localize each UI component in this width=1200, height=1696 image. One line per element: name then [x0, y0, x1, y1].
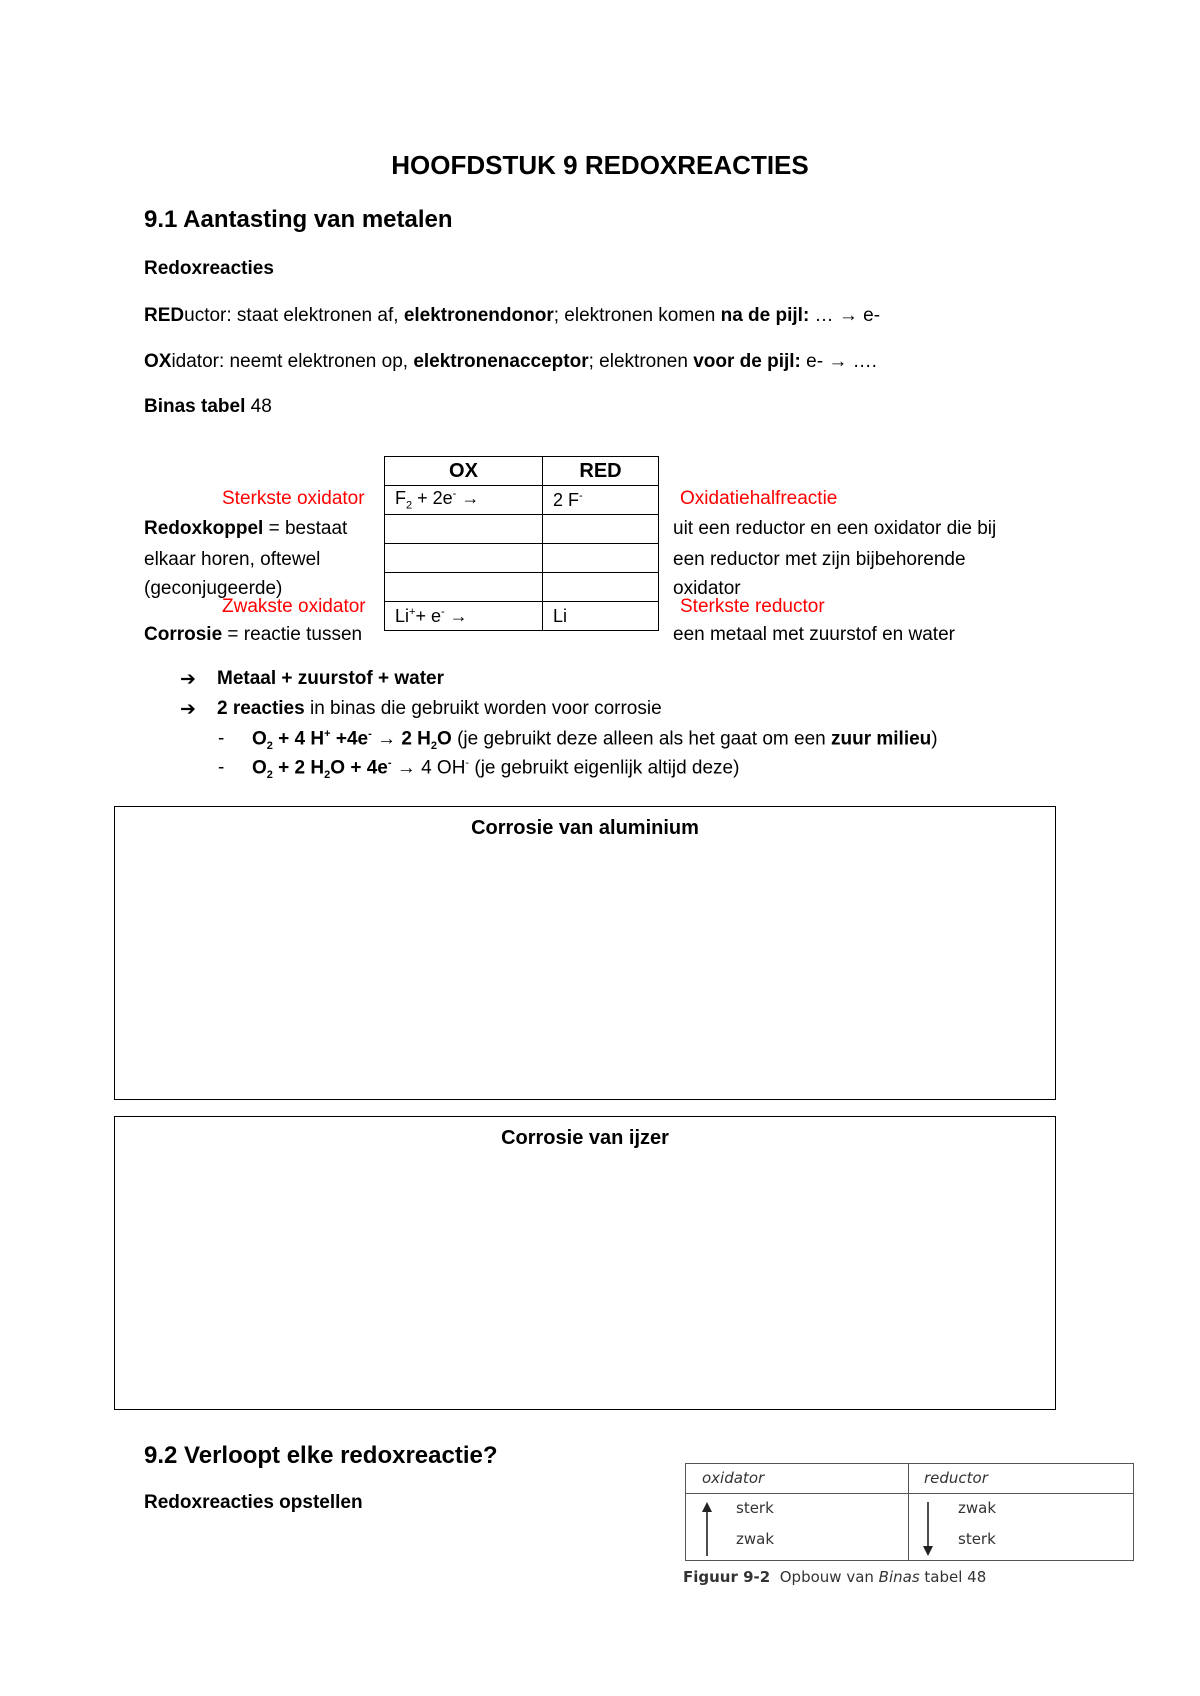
arrow-up-icon	[701, 1502, 713, 1556]
formula-part: O	[252, 728, 267, 750]
table-cell-red	[543, 544, 659, 573]
formula-part: + 4 H	[272, 728, 325, 750]
superscript: -	[440, 605, 445, 618]
caption-label: Figuur 9-2	[683, 1568, 771, 1586]
section-heading-9-2: 9.2 Verloopt elke redoxreactie?	[144, 1442, 498, 1469]
oxidator-definition	[144, 351, 877, 373]
formula-part: + 2 H	[272, 757, 325, 779]
corrosie-left	[144, 624, 362, 646]
label-sterkste-oxidator: Sterkste oxidator	[222, 488, 365, 509]
formula-part: F	[395, 488, 406, 509]
box-corrosie-aluminium	[114, 806, 1056, 1100]
bullet-bold: 2 reacties	[217, 698, 305, 719]
bullet-arrow-1	[180, 668, 196, 691]
subheading-redoxreacties-opstellen: Redoxreacties opstellen	[144, 1492, 363, 1513]
redoxkoppel-term: Redoxkoppel	[144, 518, 264, 539]
caption-text: tabel 48	[919, 1568, 987, 1586]
note-text: )	[931, 728, 938, 750]
table-cell-ox	[385, 515, 543, 544]
arrow-down-icon	[922, 1502, 934, 1556]
formula-part: 2 F	[553, 489, 580, 510]
reaction-acidic	[252, 728, 938, 752]
section-heading-9-1: 9.1 Aantasting van metalen	[144, 206, 453, 233]
formula-part: 4 OH	[415, 757, 466, 779]
figure-oxidator-top: sterk	[736, 1499, 774, 1517]
subscript: 2	[266, 740, 273, 753]
redoxkoppel-left-3: (geconjugeerde)	[144, 578, 283, 599]
formula-part: +4e	[330, 728, 369, 750]
superscript: -	[452, 488, 457, 501]
superscript: +	[409, 605, 416, 618]
arrow-icon: →	[461, 488, 480, 509]
table-cell-ox	[385, 486, 543, 515]
reductor-text: e-	[857, 305, 881, 326]
dash-1: -	[218, 728, 225, 749]
subscript: 2	[324, 769, 331, 782]
redoxkoppel-right-3: oxidator	[673, 578, 741, 599]
redoxkoppel-right-1: uit een reductor en een oxidator die bij	[673, 518, 997, 539]
table-header-red: RED	[543, 457, 659, 486]
formula-part: + 2e	[412, 488, 453, 509]
bullet-text-1: Metaal + zuurstof + water	[217, 668, 445, 689]
formula-part: 2 H	[396, 728, 431, 750]
page-title: HOOFDSTUK 9 REDOXREACTIES	[391, 150, 809, 180]
redoxkoppel-right-2: een reductor met zijn bijbehorende	[673, 549, 966, 570]
reductor-term: elektronendonor	[403, 305, 554, 326]
arrow-icon: →	[449, 605, 468, 626]
oxidator-text: ….	[847, 351, 877, 372]
corrosie-term: Corrosie	[144, 624, 223, 645]
table-cell-red	[543, 515, 659, 544]
binas-table	[384, 456, 659, 631]
figure-caption	[683, 1568, 986, 1586]
arrow-icon: →	[828, 351, 848, 372]
table-cell-ox	[385, 602, 543, 631]
figure-divider	[686, 1493, 1133, 1494]
figure-binas-structure	[685, 1463, 1134, 1561]
box-title: Corrosie van aluminium	[471, 817, 699, 839]
oxidator-text: ; elektronen	[588, 351, 694, 372]
binas-label: Binas tabel	[144, 396, 246, 417]
reductor-definition	[144, 305, 880, 327]
reductor-rule: na de pijl:	[720, 305, 810, 326]
redoxkoppel-left-2: elkaar horen, oftewel	[144, 549, 321, 570]
table-cell-ox	[385, 573, 543, 602]
box-corrosie-ijzer	[114, 1116, 1056, 1410]
corrosie-right: een metaal met zuurstof en water	[673, 624, 955, 645]
table-cell-red	[543, 486, 659, 515]
caption-text: Opbouw van	[779, 1568, 879, 1586]
figure-header-reductor: reductor	[924, 1469, 988, 1487]
reductor-text: uctor: staat elektronen af,	[184, 305, 404, 326]
formula-part: O	[252, 757, 267, 779]
reductor-prefix: RED	[144, 305, 185, 326]
superscript: -	[579, 489, 583, 502]
arrow-icon: →	[838, 305, 858, 326]
table-cell-red	[543, 573, 659, 602]
redoxkoppel-text: = bestaat	[263, 518, 348, 539]
subheading-redoxreacties: Redoxreacties	[144, 258, 274, 279]
oxidator-prefix: OX	[144, 351, 172, 372]
box-title: Corrosie van ijzer	[501, 1127, 669, 1149]
oxidator-text: e-	[800, 351, 829, 372]
formula-part: + e	[415, 605, 441, 626]
oxidator-term: elektronenacceptor	[413, 351, 589, 372]
figure-reductor-top: zwak	[958, 1499, 997, 1517]
reaction-general	[252, 757, 739, 781]
table-header-ox: OX	[385, 457, 543, 486]
oxidator-rule: voor de pijl:	[693, 351, 801, 372]
reductor-text: …	[809, 305, 839, 326]
figure-divider	[908, 1464, 909, 1560]
superscript: -	[387, 757, 392, 769]
figure-header-oxidator: oxidator	[702, 1469, 765, 1487]
oxidator-text: idator: neemt elektronen op,	[171, 351, 414, 372]
caption-italic: Binas	[878, 1568, 920, 1586]
binas-reference	[144, 396, 272, 418]
subscript: 2	[430, 740, 438, 753]
table-cell-red	[543, 602, 659, 631]
subscript: 2	[266, 769, 273, 782]
note-text: (je gebruikt deze alleen als het gaat om een	[451, 728, 831, 750]
figure-reductor-bottom: sterk	[958, 1530, 996, 1548]
figure-oxidator-bottom: zwak	[736, 1530, 775, 1548]
formula-part: O	[437, 728, 452, 750]
subscript: 2	[406, 499, 413, 512]
dash-2: -	[218, 757, 225, 778]
label-sterkste-reductor: Sterkste reductor	[680, 596, 825, 617]
bold-arrow-icon: ➔	[180, 699, 196, 720]
label-oxidatiehalfreactie: Oxidatiehalfreactie	[680, 488, 838, 509]
reductor-text: ; elektronen komen	[553, 305, 721, 326]
arrow-icon: →	[396, 757, 416, 779]
label-zwakste-oxidator: Zwakste oxidator	[222, 596, 366, 617]
formula-part: O + 4e	[330, 757, 388, 779]
corrosie-text: = reactie tussen	[222, 624, 363, 645]
bold-arrow-icon: ➔	[180, 669, 196, 690]
bullet-arrow-2	[180, 698, 196, 721]
redoxkoppel-left-1	[144, 518, 347, 540]
superscript: +	[324, 728, 331, 740]
superscript: -	[465, 757, 470, 769]
note-bold: zuur milieu	[831, 728, 932, 750]
formula-part: Li	[395, 605, 410, 626]
formula-part: Li	[553, 605, 568, 626]
note-text: (je gebruikt eigenlijk altijd deze)	[469, 757, 740, 779]
superscript: -	[368, 728, 372, 740]
bullet-rest: in binas die gebruikt worden voor corrosie	[304, 698, 662, 719]
bullet-text-2	[217, 698, 662, 720]
table-cell-ox	[385, 544, 543, 573]
binas-number: 48	[245, 396, 272, 417]
arrow-icon: →	[377, 728, 397, 750]
